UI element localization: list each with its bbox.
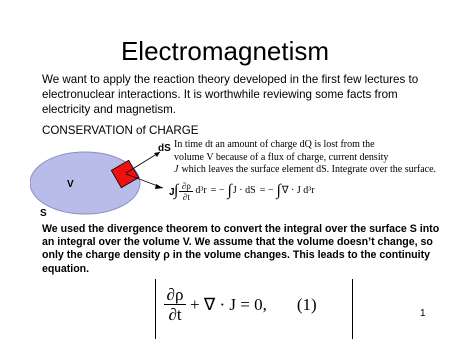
eq-frac-den: ∂t <box>168 305 182 324</box>
eq-fraction <box>164 285 186 324</box>
div-j-term: ∇ · J d³r <box>281 184 315 196</box>
slide-title: Electromagnetism <box>120 36 330 66</box>
label-ds: dS <box>158 143 171 154</box>
intro-paragraph: We want to apply the reaction theory developed in the first few lectures to electronuclear interactions. It is worthwhile reviewing some facts from electricity and magnetism. <box>42 73 419 116</box>
integral-equation <box>174 181 450 202</box>
frac-den: ∂t <box>182 191 190 202</box>
j-dot-ds-term: J · dS <box>232 184 256 196</box>
section-heading: CONSERVATION of CHARGE <box>42 124 199 137</box>
volume-diagram <box>30 138 180 218</box>
d3r-term: d³r <box>195 184 207 196</box>
serif-line-3: which leaves the surface element dS. Integrate over the surface. <box>181 164 437 176</box>
eq-rest: + ∇ · J = 0, <box>190 294 267 314</box>
equals-minus-2: = − <box>259 184 274 196</box>
integral-sign-2: ∫ <box>227 181 232 199</box>
equals-minus-1: = − <box>210 184 225 196</box>
eq-frac-num: ∂ρ <box>166 285 184 304</box>
frac-num: ∂ρ <box>181 180 191 191</box>
continuity-equation-box <box>155 279 353 339</box>
integral-sign-3: ∫ <box>276 181 281 199</box>
integral-sign-1: ∫ <box>174 181 179 199</box>
ds-vector <box>126 152 160 173</box>
page-number: 1 <box>420 308 426 319</box>
label-s: S <box>40 208 47 218</box>
j-vector-symbol: J <box>174 164 179 176</box>
fraction-drho-dt <box>179 181 193 202</box>
serif-text-block <box>174 139 450 202</box>
label-j: J <box>169 187 175 198</box>
divergence-paragraph: We used the divergence theorem to convert the integral over the surface S into an integral over the volume V. We assume that the volume doesn’t change, so only the charge density ρ in the volume changes. This leads to the continuity equation. <box>42 223 440 275</box>
eq-number: (1) <box>296 294 317 314</box>
serif-line-3-row <box>174 164 450 177</box>
serif-line-2: volume V because of a flux of charge, current density <box>174 151 389 163</box>
serif-line-1: In time dt an amount of charge dQ is lost from the <box>174 139 375 150</box>
continuity-equation <box>164 285 317 324</box>
label-v: V <box>67 179 74 190</box>
j-arrowhead <box>155 184 163 189</box>
